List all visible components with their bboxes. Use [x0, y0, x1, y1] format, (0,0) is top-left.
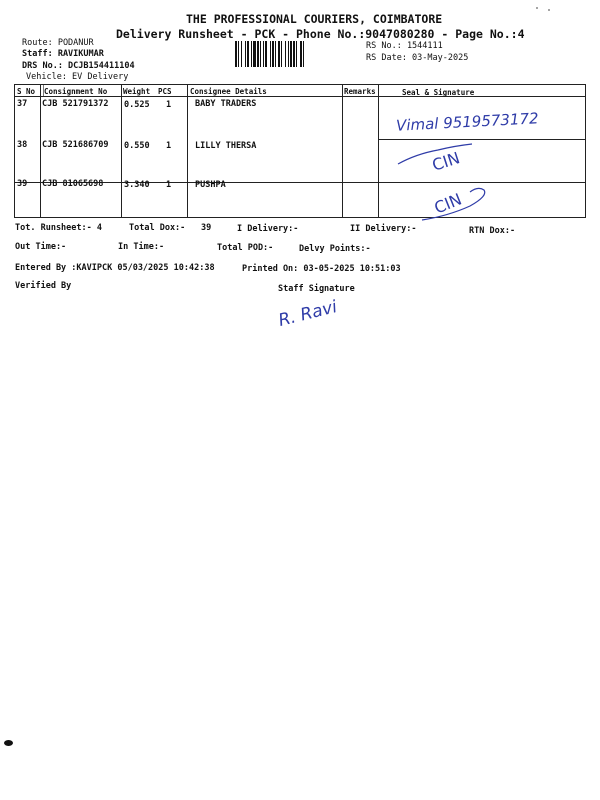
- total-pod: Total POD:-: [217, 243, 274, 253]
- row-pcs: 1: [166, 100, 172, 110]
- barcode-bar: [247, 41, 249, 67]
- row-consignee: LILLY THERSA: [195, 141, 257, 151]
- barcode-bar: [263, 41, 264, 67]
- row-sno: 39: [17, 179, 28, 189]
- scan-speck: [536, 7, 538, 9]
- row-sno: 37: [17, 99, 28, 109]
- total-dox-value: 39: [201, 223, 212, 233]
- col-header-consignment: Consignment No: [44, 87, 108, 96]
- row-sno: 38: [17, 140, 28, 150]
- col-header-consignee: Consignee Details: [190, 87, 267, 96]
- barcode-bar: [241, 41, 242, 67]
- barcode-bar: [288, 41, 289, 67]
- staff-label: Staff: RAVIKUMAR: [22, 49, 104, 59]
- handwritten-signature: CIN: [429, 148, 463, 175]
- rtn-dox: RTN Dox:-: [469, 226, 516, 236]
- entered-by: Entered By :KAVIPCK 05/03/2025 10:42:38: [15, 263, 215, 273]
- col-header-pcs: PCS: [158, 87, 172, 96]
- barcode-bar: [281, 41, 282, 67]
- staff-signature-label: Staff Signature: [278, 284, 355, 294]
- row-pcs: 1: [166, 180, 172, 190]
- row-weight: 0.550: [124, 141, 150, 151]
- barcode-bar: [238, 41, 239, 67]
- vehicle-label: Vehicle: EV Delivery: [26, 72, 129, 82]
- col-header-remarks: Remarks: [344, 87, 376, 96]
- total-dox-label: Total Dox:-: [129, 223, 186, 233]
- tot-runsheet: Tot. Runsheet:- 4: [15, 223, 102, 233]
- barcode-bar: [265, 41, 267, 67]
- row-weight: 3.340: [124, 180, 150, 190]
- delvy-points: Delvy Points:-: [299, 244, 371, 254]
- barcode-bar: [253, 41, 256, 67]
- printed-on: Printed On: 03-05-2025 10:51:03: [242, 264, 401, 274]
- row-consignment: CJB 521791372: [42, 99, 109, 109]
- scan-speck: [4, 740, 13, 746]
- barcode-bar: [270, 41, 271, 67]
- handwritten-signature: CIN: [431, 189, 465, 218]
- col-header-weight: Weight: [123, 87, 151, 96]
- signature-scribble: [418, 186, 492, 224]
- row-consignment: CJB 81065698: [42, 179, 104, 189]
- handwritten-signature: Vimal 9519573172: [395, 109, 539, 135]
- signature-scribble: [396, 142, 476, 172]
- rs-date: RS Date: 03-May-2025: [366, 53, 469, 63]
- scan-speck: [548, 9, 550, 11]
- company-title: THE PROFESSIONAL COURIERS, COIMBATORE: [186, 12, 443, 26]
- barcode-bar: [260, 41, 261, 67]
- barcode-bar: [272, 41, 274, 67]
- col-header-sno: S No: [17, 87, 36, 96]
- barcode-bar: [275, 41, 276, 67]
- out-time: Out Time:-: [15, 242, 67, 252]
- barcode: [235, 41, 351, 67]
- col-header-signature: Seal & Signature: [402, 88, 475, 97]
- barcode-bar: [300, 41, 302, 67]
- barcode-bar: [285, 41, 286, 67]
- staff-handwritten-signature: R. Ravi: [276, 297, 340, 331]
- row-pcs: 1: [166, 141, 172, 151]
- barcode-bar: [278, 41, 280, 67]
- verified-by: Verified By: [15, 281, 72, 291]
- row-consignee: PUSHPA: [195, 180, 226, 190]
- barcode-bar: [303, 41, 304, 67]
- i-delivery: I Delivery:-: [237, 224, 299, 234]
- barcode-bar: [290, 41, 292, 67]
- row-consignee: BABY TRADERS: [195, 99, 257, 109]
- runsheet-title: Delivery Runsheet - PCK - Phone No.:9047080280 - Page No.:4: [116, 27, 525, 41]
- in-time: In Time:-: [118, 242, 165, 252]
- rs-number: RS No.: 1544111: [366, 41, 443, 51]
- barcode-bar: [251, 41, 252, 67]
- route-label: Route: PODANUR: [22, 38, 94, 48]
- ii-delivery: II Delivery:-: [350, 224, 417, 234]
- drs-number: DRS No.: DCJB154411104: [22, 61, 135, 71]
- row-weight: 0.525: [124, 100, 150, 110]
- barcode-bar: [296, 41, 297, 67]
- barcode-bar: [257, 41, 259, 67]
- barcode-bar: [235, 41, 237, 67]
- barcode-bar: [245, 41, 246, 67]
- barcode-bar: [293, 41, 295, 67]
- row-consignment: CJB 521686709: [42, 140, 109, 150]
